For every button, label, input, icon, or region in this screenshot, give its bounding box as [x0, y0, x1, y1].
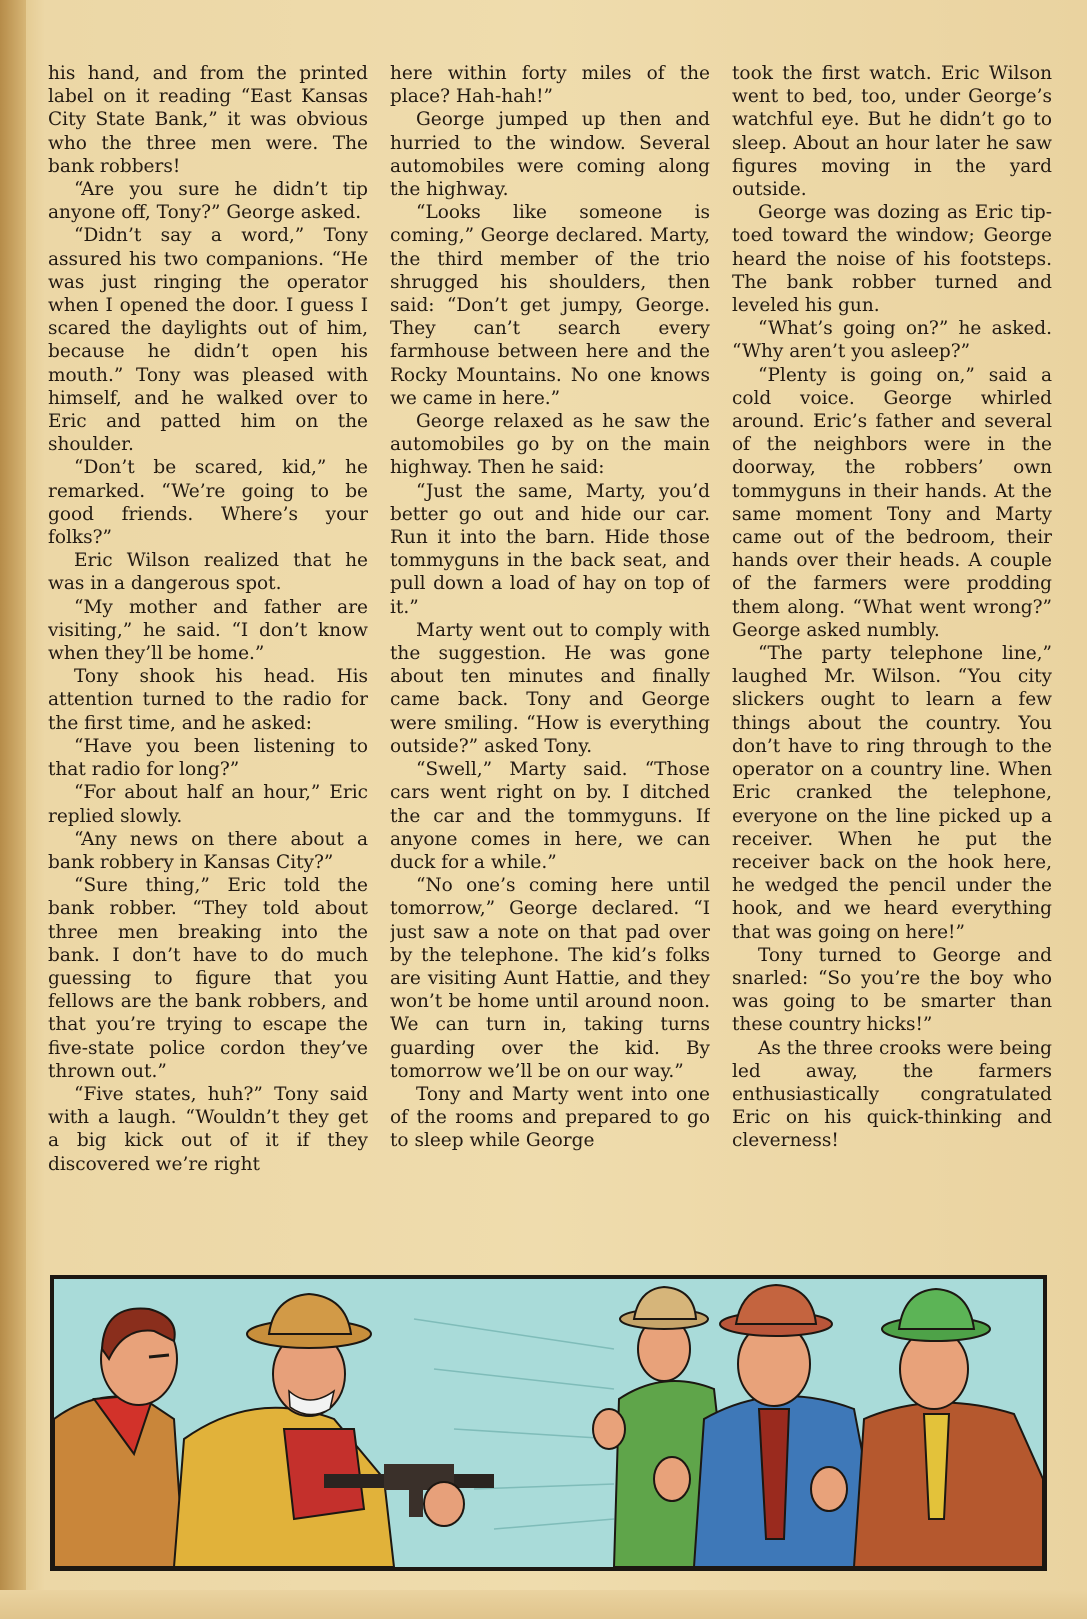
paragraph: “No one’s coming here until tomorrow,” George declared. “I just saw a note on that pad over by the telephone. The kid’s folks are visiting Aunt Hattie, and they won’t be home until around noon. We can turn in, taking turns guarding over the kid. By tomorrow we’ll be on our way.” — [390, 875, 710, 1082]
text-column-1 — [48, 62, 368, 1272]
text-columns — [48, 62, 1056, 1272]
paragraph: George jumped up then and hurried to the window. Several automobiles were coming along the highway. — [390, 109, 710, 201]
paragraph: Tony turned to George and snarled: “So you’re the boy who was going to be smarter than these country hicks!” — [732, 944, 1052, 1036]
illustration-scene — [54, 1279, 1043, 1567]
paragraph: “Don’t be scared, kid,” he remarked. “We’re going to be good friends. Where’s your folks?” — [48, 457, 368, 549]
paragraph: Tony shook his head. His attention turned to the radio for the first time, and he asked: — [48, 666, 368, 734]
paragraph: “Looks like someone is coming,” George declared. Marty, the third member of the trio shrugged his shoulders, then said: “Don’t get jumpy, George. They can’t search every farmhouse between here and the Rocky Mountains. No one knows we came in here.” — [390, 202, 710, 409]
paragraph: took the first watch. Eric Wilson went to bed, too, under George’s watchful eye. But he didn’t go to sleep. About an hour later he saw figures moving in the yard outside. — [732, 63, 1052, 201]
paragraph: “Didn’t say a word,” Tony assured his two companions. “He was just ringing the operator when I opened the door. I guess I scared the daylights out of him, because he didn’t open his mouth.” Tony was pleased with himself, and he walked over to Eric and patted him on the shoulder. — [48, 225, 368, 456]
text-column-2 — [390, 62, 710, 1272]
paragraph: here within forty miles of the place? Hah-hah!” — [390, 63, 710, 108]
paragraph: “What’s going on?” he asked. “Why aren’t you asleep?” — [732, 318, 1052, 363]
paragraph: “Have you been listening to that radio for long?” — [48, 735, 368, 781]
paragraph: “Five states, huh?” Tony said with a laugh. “Wouldn’t they get a big kick out of it if they discovered we’re right — [48, 1083, 368, 1175]
paragraph: “For about half an hour,” Eric replied slowly. — [48, 782, 368, 827]
text-column-3 — [732, 62, 1052, 1272]
paragraph: “Any news on there about a bank robbery in Kansas City?” — [48, 828, 368, 873]
page-bottom-margin — [0, 1590, 1087, 1619]
paragraph: “My mother and father are visiting,” he said. “I don’t know when they’ll be home.” — [48, 596, 368, 665]
paragraph: “Sure thing,” Eric told the bank robber. “They told about three men breaking into the bank. I don’t have to do much guessing to figure that you fellows are the bank robbers, and that you’re trying to escape the five-state police cordon they’ve thrown out.” — [48, 875, 368, 1082]
paragraph: Eric Wilson realized that he was in a dangerous spot. — [48, 550, 368, 595]
page-spine — [0, 0, 26, 1619]
paragraph: “Swell,” Marty said. “Those cars went right on by. I ditched the car and the tommyguns. If anyone comes in here, we can duck for a while.” — [390, 759, 710, 873]
paragraph: Tony and Marty went into one of the rooms and prepared to go to sleep while George — [390, 1083, 710, 1152]
paragraph: his hand, and from the printed label on it reading “East Kansas City State Bank,” it was obvious who the three men were. The bank robbers! — [48, 63, 368, 177]
paragraph: “Plenty is going on,” said a cold voice. George whirled around. Eric’s father and several of the neighbors were in the doorway, the robbers’ own tommyguns in their hands. At the same moment Tony and Marty came out of the bedroom, their hands over their heads. A couple of the farmers were prodding them along. “What went wrong?” George asked numbly. — [732, 364, 1052, 641]
paragraph: “Are you sure he didn’t tip anyone off, Tony?” George asked. — [48, 179, 368, 224]
paragraph: George relaxed as he saw the automobiles go by on the main highway. Then he said: — [390, 411, 710, 479]
paragraph: George was dozing as Eric tip-toed toward the window; George heard the noise of his footsteps. The bank robber turned and leveled his gun. — [732, 202, 1052, 317]
comic-illustration-panel — [50, 1275, 1047, 1571]
paragraph: As the three crooks were being led away, the farmers enthusiastically congratulated Eric on his quick-thinking and cleverness! — [732, 1037, 1052, 1152]
paragraph: “The party telephone line,” laughed Mr. Wilson. “You city slickers ought to learn a few things about the country. You don’t have to ring through to the operator on a country line. When Eric cranked the telephone, everyone on the line picked up a receiver. When he put the receiver back on the hook here, he wedged the pencil under the hook, and we heard everything that was going on here!” — [732, 643, 1052, 943]
paragraph: “Just the same, Marty, you’d better go out and hide our car. Run it into the barn. Hide those tommyguns in the back seat, and pull down a load of hay on top of it.” — [390, 480, 710, 618]
paragraph: Marty went out to comply with the suggestion. He was gone about ten minutes and finally came back. Tony and George were smiling. “How is everything outside?” asked Tony. — [390, 619, 710, 757]
